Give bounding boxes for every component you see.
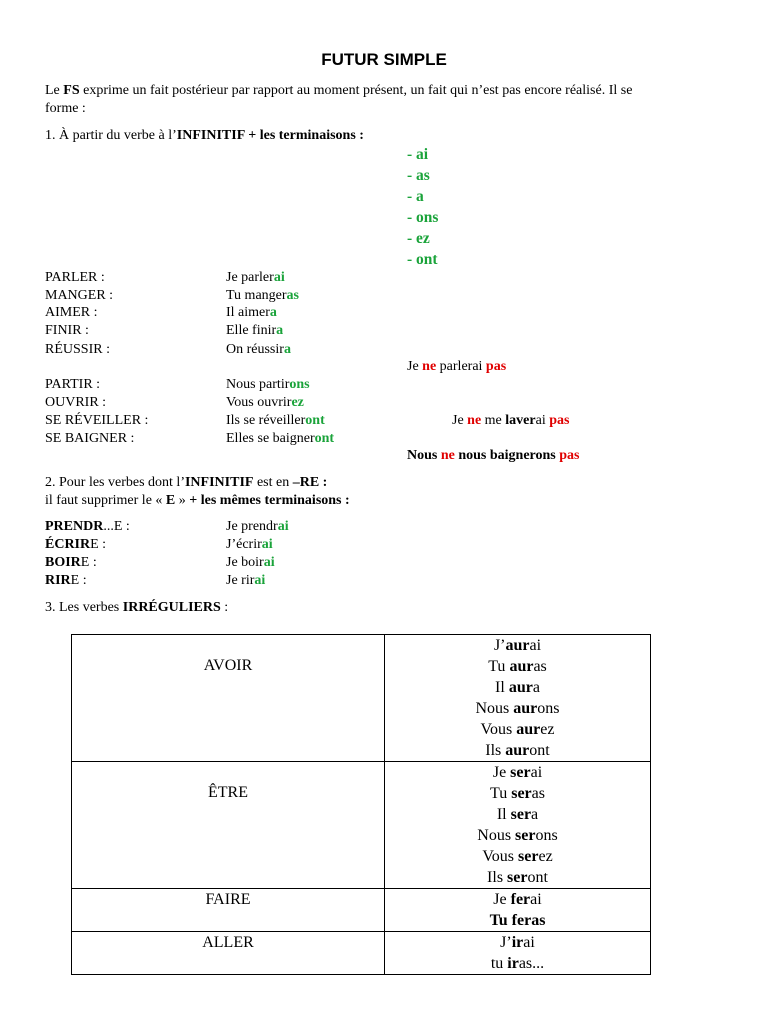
table-row-aller <box>72 932 651 975</box>
conj-ouvrir: Vous ouvrirez <box>226 395 304 410</box>
conj-prendre: Je prendrai <box>226 519 289 534</box>
verb-aimer: AIMER : <box>45 305 98 320</box>
table-row-faire <box>72 889 651 932</box>
verb-boire: BOIRE : <box>45 555 97 570</box>
negation-example-2: Je ne me laverai pas <box>452 413 570 428</box>
forms-avoir: J’aurai Tu auras Il aura Nous aurons Vous aurez Ils auront <box>385 635 651 762</box>
rule-2-line-1: 2. Pour les verbes dont l’INFINITIF est en –RE : <box>45 475 328 490</box>
ending-as: - as <box>407 167 430 184</box>
verb-partir: PARTIR : <box>45 377 101 392</box>
table-row-etre <box>72 762 651 889</box>
irregular-verbs-table <box>71 634 651 975</box>
rule-2-line-2: il faut supprimer le « E » + les mêmes terminaisons : <box>45 493 350 508</box>
fs-term: FS <box>63 83 80 98</box>
verb-manger: MANGER : <box>45 288 114 303</box>
conj-reussir: On réussira <box>226 342 291 357</box>
forms-aller: J’irai tu iras... <box>385 932 651 975</box>
verb-se-reveiller: SE RÉVEILLER : <box>45 413 149 428</box>
ending-ons: - ons <box>407 209 439 226</box>
rule-3-heading: 3. Les verbes IRRÉGULIERS : <box>45 600 229 615</box>
ending-ai: - ai <box>407 146 429 163</box>
verb-reussir: RÉUSSIR : <box>45 342 110 357</box>
conj-rire: Je rirai <box>226 573 266 588</box>
conj-finir: Elle finira <box>226 323 284 338</box>
ending-ont: - ont <box>407 251 438 268</box>
intro-line-2: forme : <box>45 101 86 116</box>
negation-example-3: Nous ne nous baignerons pas <box>407 448 580 463</box>
conj-manger: Tu mangeras <box>226 288 299 303</box>
forms-etre: Je serai Tu seras Il sera Nous serons Vous serez Ils seront <box>385 762 651 889</box>
verb-prendre: PRENDR...E : <box>45 519 130 534</box>
verb-rire: RIRE : <box>45 573 87 588</box>
verb-se-baigner: SE BAIGNER : <box>45 431 135 446</box>
rule-1-heading: 1. À partir du verbe à l’INFINITIF + les terminaisons : <box>45 128 364 143</box>
verb-finir: FINIR : <box>45 323 89 338</box>
conj-partir: Nous partirons <box>226 377 310 392</box>
ending-a: - a <box>407 188 424 205</box>
conj-se-reveiller: Ils se réveilleront <box>226 413 325 428</box>
negation-example-1: Je ne parlerai pas <box>407 359 507 374</box>
infinitive-faire: FAIRE <box>72 889 385 932</box>
verb-parler: PARLER : <box>45 270 105 285</box>
ending-ez: - ez <box>407 230 430 247</box>
table-row-avoir <box>72 635 651 762</box>
forms-faire: Je ferai Tu feras <box>385 889 651 932</box>
conj-parler: Je parlerai <box>226 270 285 285</box>
intro-line-1: Le FS exprime un fait postérieur par rapport au moment présent, un fait qui n’est pas encore réalisé. Il se <box>45 83 633 98</box>
conj-boire: Je boirai <box>226 555 275 570</box>
verb-ouvrir: OUVRIR : <box>45 395 107 410</box>
verb-ecrire: ÉCRIRE : <box>45 537 107 552</box>
infinitive-aller: ALLER <box>72 932 385 975</box>
infinitive-etre: ÊTRE <box>72 762 385 889</box>
conj-se-baigner: Elles se baigneront <box>226 431 335 446</box>
infinitive-avoir: AVOIR <box>72 635 385 762</box>
conj-aimer: Il aimera <box>226 305 277 320</box>
page-title: FUTUR SIMPLE <box>321 50 447 69</box>
conj-ecrire: J’écrirai <box>226 537 273 552</box>
